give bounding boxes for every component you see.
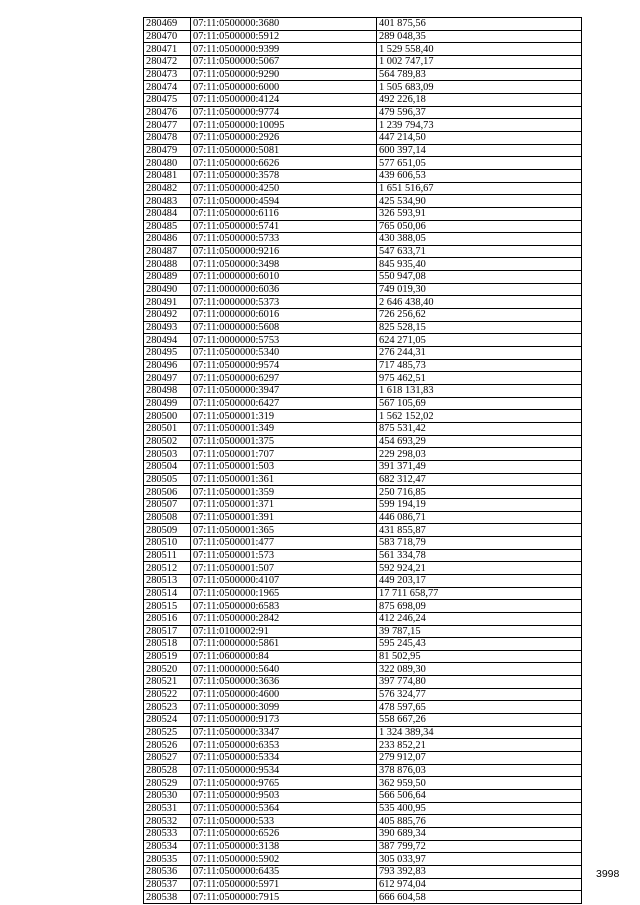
cadastral-number-cell: 07:11:0500001:365 — [191, 524, 377, 537]
cadastral-value-cell: 875 531,42 — [377, 423, 582, 436]
row-number-cell: 280477 — [144, 119, 191, 132]
row-number-cell: 280494 — [144, 334, 191, 347]
cadastral-value-cell: 446 086,71 — [377, 511, 582, 524]
cadastral-value-cell: 717 485,73 — [377, 359, 582, 372]
cadastral-number-cell: 07:11:0500001:477 — [191, 536, 377, 549]
table-row — [144, 423, 582, 436]
cadastral-value-cell: 1 505 683,09 — [377, 81, 582, 94]
cadastral-value-cell: 17 711 658,77 — [377, 587, 582, 600]
cadastral-number-cell: 07:11:0500000:2842 — [191, 612, 377, 625]
cadastral-number-cell: 07:11:0000000:6016 — [191, 309, 377, 322]
cadastral-value-cell: 1 529 558,40 — [377, 43, 582, 56]
cadastral-number-cell: 07:11:0500000:9534 — [191, 764, 377, 777]
table-row — [144, 397, 582, 410]
table-row — [144, 511, 582, 524]
cadastral-number-cell: 07:11:0500000:1965 — [191, 587, 377, 600]
row-number-cell: 280508 — [144, 511, 191, 524]
cadastral-number-cell: 07:11:0500000:9399 — [191, 43, 377, 56]
cadastral-number-cell: 07:11:0000000:6010 — [191, 271, 377, 284]
table-row — [144, 815, 582, 828]
row-number-cell: 280525 — [144, 726, 191, 739]
cadastral-value-cell: 547 633,71 — [377, 245, 582, 258]
cadastral-value-cell: 875 698,09 — [377, 600, 582, 613]
row-number-cell: 280471 — [144, 43, 191, 56]
table-row — [144, 334, 582, 347]
table-row — [144, 714, 582, 727]
row-number-cell: 280470 — [144, 30, 191, 43]
row-number-cell: 280483 — [144, 195, 191, 208]
table-row — [144, 18, 582, 31]
cadastral-number-cell: 07:11:0500000:6626 — [191, 157, 377, 170]
cadastral-number-cell: 07:11:0500000:6435 — [191, 865, 377, 878]
row-number-cell: 280502 — [144, 435, 191, 448]
cadastral-value-cell: 550 947,08 — [377, 271, 582, 284]
row-number-cell: 280497 — [144, 372, 191, 385]
cadastral-number-cell: 07:11:0500000:6297 — [191, 372, 377, 385]
row-number-cell: 280498 — [144, 385, 191, 398]
row-number-cell: 280526 — [144, 739, 191, 752]
row-number-cell: 280538 — [144, 891, 191, 904]
table-row — [144, 524, 582, 537]
cadastral-value-cell: 378 876,03 — [377, 764, 582, 777]
table-row — [144, 726, 582, 739]
cadastral-value-cell: 397 774,80 — [377, 676, 582, 689]
cadastral-value-cell: 1 618 131,83 — [377, 385, 582, 398]
row-number-cell: 280500 — [144, 410, 191, 423]
cadastral-value-cell: 1 562 152,02 — [377, 410, 582, 423]
cadastral-value-cell: 599 194,19 — [377, 498, 582, 511]
row-number-cell: 280535 — [144, 853, 191, 866]
cadastral-number-cell: 07:11:0000000:5608 — [191, 321, 377, 334]
cadastral-value-cell: 326 593,91 — [377, 207, 582, 220]
row-number-cell: 280515 — [144, 600, 191, 613]
table-row — [144, 30, 582, 43]
cadastral-number-cell: 07:11:0500000:9765 — [191, 777, 377, 790]
cadastral-value-cell: 624 271,05 — [377, 334, 582, 347]
cadastral-number-cell: 07:11:0500000:9503 — [191, 790, 377, 803]
table-row — [144, 283, 582, 296]
cadastral-number-cell: 07:11:0500000:3636 — [191, 676, 377, 689]
row-number-cell: 280518 — [144, 638, 191, 651]
cadastral-value-cell: 682 312,47 — [377, 473, 582, 486]
row-number-cell: 280480 — [144, 157, 191, 170]
table-row — [144, 372, 582, 385]
table-row — [144, 498, 582, 511]
table-row — [144, 347, 582, 360]
cadastral-value-cell: 577 651,05 — [377, 157, 582, 170]
table-row — [144, 245, 582, 258]
row-number-cell: 280474 — [144, 81, 191, 94]
cadastral-number-cell: 07:11:0500000:9774 — [191, 106, 377, 119]
cadastral-value-cell: 454 693,29 — [377, 435, 582, 448]
cadastral-value-cell: 975 462,51 — [377, 372, 582, 385]
cadastral-value-cell: 561 334,78 — [377, 549, 582, 562]
table-row — [144, 119, 582, 132]
row-number-cell: 280522 — [144, 688, 191, 701]
row-number-cell: 280485 — [144, 220, 191, 233]
row-number-cell: 280523 — [144, 701, 191, 714]
cadastral-value-cell: 558 667,26 — [377, 714, 582, 727]
row-number-cell: 280524 — [144, 714, 191, 727]
row-number-cell: 280514 — [144, 587, 191, 600]
cadastral-number-cell: 07:11:0500000:5902 — [191, 853, 377, 866]
table-row — [144, 81, 582, 94]
table-row — [144, 777, 582, 790]
table-row — [144, 486, 582, 499]
cadastral-number-cell: 07:11:0600000:84 — [191, 650, 377, 663]
cadastral-number-cell: 07:11:0500000:6583 — [191, 600, 377, 613]
cadastral-value-cell: 576 324,77 — [377, 688, 582, 701]
table-row — [144, 207, 582, 220]
table-row — [144, 688, 582, 701]
cadastral-number-cell: 07:11:0500000:4124 — [191, 93, 377, 106]
cadastral-value-cell: 439 606,53 — [377, 169, 582, 182]
table-row — [144, 676, 582, 689]
row-number-cell: 280472 — [144, 55, 191, 68]
cadastral-value-cell: 765 050,06 — [377, 220, 582, 233]
row-number-cell: 280469 — [144, 18, 191, 31]
table-row — [144, 309, 582, 322]
table-row — [144, 790, 582, 803]
row-number-cell: 280484 — [144, 207, 191, 220]
table-row — [144, 536, 582, 549]
table-row — [144, 144, 582, 157]
cadastral-number-cell: 07:11:0500000:4600 — [191, 688, 377, 701]
table-row — [144, 195, 582, 208]
row-number-cell: 280487 — [144, 245, 191, 258]
table-row — [144, 739, 582, 752]
table-row — [144, 840, 582, 853]
row-number-cell: 280475 — [144, 93, 191, 106]
cadastral-value-cell: 845 935,40 — [377, 258, 582, 271]
cadastral-value-cell: 279 912,07 — [377, 752, 582, 765]
row-number-cell: 280478 — [144, 131, 191, 144]
row-number-cell: 280481 — [144, 169, 191, 182]
table-row — [144, 233, 582, 246]
cadastral-value-cell: 412 246,24 — [377, 612, 582, 625]
table-row — [144, 93, 582, 106]
row-number-cell: 280501 — [144, 423, 191, 436]
table-row — [144, 258, 582, 271]
cadastral-number-cell: 07:11:0000000:5861 — [191, 638, 377, 651]
table-row — [144, 612, 582, 625]
table-row — [144, 865, 582, 878]
row-number-cell: 280527 — [144, 752, 191, 765]
row-number-cell: 280510 — [144, 536, 191, 549]
cadastral-value-cell: 478 597,65 — [377, 701, 582, 714]
cadastral-number-cell: 07:11:0000000:5640 — [191, 663, 377, 676]
cadastral-number-cell: 07:11:0500000:3347 — [191, 726, 377, 739]
cadastral-number-cell: 07:11:0500001:391 — [191, 511, 377, 524]
row-number-cell: 280482 — [144, 182, 191, 195]
cadastral-number-cell: 07:11:0500000:3138 — [191, 840, 377, 853]
cadastral-number-cell: 07:11:0500000:6353 — [191, 739, 377, 752]
cadastral-value-cell: 447 214,50 — [377, 131, 582, 144]
cadastral-value-cell: 81 502,95 — [377, 650, 582, 663]
cadastral-value-cell: 583 718,79 — [377, 536, 582, 549]
cadastral-value-cell: 405 885,76 — [377, 815, 582, 828]
cadastral-number-cell: 07:11:0500001:573 — [191, 549, 377, 562]
cadastral-number-cell: 07:11:0500001:319 — [191, 410, 377, 423]
cadastral-number-cell: 07:11:0500000:533 — [191, 815, 377, 828]
cadastral-number-cell: 07:11:0500000:5733 — [191, 233, 377, 246]
cadastral-number-cell: 07:11:0500001:707 — [191, 448, 377, 461]
cadastral-number-cell: 07:11:0500000:6000 — [191, 81, 377, 94]
cadastral-number-cell: 07:11:0500000:5081 — [191, 144, 377, 157]
cadastral-number-cell: 07:11:0500000:4250 — [191, 182, 377, 195]
table-row — [144, 68, 582, 81]
row-number-cell: 280507 — [144, 498, 191, 511]
cadastral-number-cell: 07:11:0500000:10095 — [191, 119, 377, 132]
cadastral-number-cell: 07:11:0500001:503 — [191, 460, 377, 473]
cadastral-number-cell: 07:11:0500000:6116 — [191, 207, 377, 220]
row-number-cell: 280536 — [144, 865, 191, 878]
row-number-cell: 280493 — [144, 321, 191, 334]
cadastral-number-cell: 07:11:0000000:5373 — [191, 296, 377, 309]
cadastral-value-cell: 425 534,90 — [377, 195, 582, 208]
cadastral-value-cell: 726 256,62 — [377, 309, 582, 322]
row-number-cell: 280520 — [144, 663, 191, 676]
cadastral-number-cell: 07:11:0500000:6427 — [191, 397, 377, 410]
cadastral-value-cell: 233 852,21 — [377, 739, 582, 752]
cadastral-number-cell: 07:11:0500000:9290 — [191, 68, 377, 81]
cadastral-number-cell: 07:11:0000000:6036 — [191, 283, 377, 296]
row-number-cell: 280479 — [144, 144, 191, 157]
table-row — [144, 55, 582, 68]
row-number-cell: 280537 — [144, 878, 191, 891]
row-number-cell: 280499 — [144, 397, 191, 410]
cadastral-number-cell: 07:11:0500001:349 — [191, 423, 377, 436]
cadastral-value-cell: 250 716,85 — [377, 486, 582, 499]
row-number-cell: 280530 — [144, 790, 191, 803]
table-row — [144, 182, 582, 195]
table-row — [144, 701, 582, 714]
cadastral-value-cell: 666 604,58 — [377, 891, 582, 904]
cadastral-value-cell: 362 959,50 — [377, 777, 582, 790]
table-row — [144, 43, 582, 56]
row-number-cell: 280505 — [144, 473, 191, 486]
row-number-cell: 280519 — [144, 650, 191, 663]
cadastral-number-cell: 07:11:0500000:5912 — [191, 30, 377, 43]
table-row — [144, 638, 582, 651]
row-number-cell: 280509 — [144, 524, 191, 537]
cadastral-value-cell: 749 019,30 — [377, 283, 582, 296]
table-row — [144, 600, 582, 613]
cadastral-number-cell: 07:11:0500000:5340 — [191, 347, 377, 360]
table-row — [144, 385, 582, 398]
cadastral-number-cell: 07:11:0500000:5971 — [191, 878, 377, 891]
table-row — [144, 562, 582, 575]
table-row — [144, 587, 582, 600]
table-row — [144, 891, 582, 904]
cadastral-value-cell: 305 033,97 — [377, 853, 582, 866]
row-number-cell: 280531 — [144, 802, 191, 815]
row-number-cell: 280511 — [144, 549, 191, 562]
cadastral-number-cell: 07:11:0500000:3947 — [191, 385, 377, 398]
table-row — [144, 131, 582, 144]
cadastral-value-cell: 322 089,30 — [377, 663, 582, 676]
cadastral-value-cell: 431 855,87 — [377, 524, 582, 537]
cadastral-number-cell: 07:11:0500000:5067 — [191, 55, 377, 68]
cadastral-number-cell: 07:11:0500000:3578 — [191, 169, 377, 182]
cadastral-value-cell: 1 324 389,34 — [377, 726, 582, 739]
row-number-cell: 280529 — [144, 777, 191, 790]
cadastral-number-cell: 07:11:0500000:5741 — [191, 220, 377, 233]
row-number-cell: 280496 — [144, 359, 191, 372]
cadastral-number-cell: 07:11:0100002:91 — [191, 625, 377, 638]
table-row — [144, 752, 582, 765]
cadastral-number-cell: 07:11:0500000:9173 — [191, 714, 377, 727]
table-row — [144, 321, 582, 334]
cadastral-value-cell: 1 651 516,67 — [377, 182, 582, 195]
row-number-cell: 280512 — [144, 562, 191, 575]
table-row — [144, 802, 582, 815]
row-number-cell: 280503 — [144, 448, 191, 461]
row-number-cell: 280492 — [144, 309, 191, 322]
cadastral-value-cell: 401 875,56 — [377, 18, 582, 31]
row-number-cell: 280489 — [144, 271, 191, 284]
table-row — [144, 574, 582, 587]
cadastral-value-cell: 492 226,18 — [377, 93, 582, 106]
cadastral-number-cell: 07:11:0500000:9574 — [191, 359, 377, 372]
table-row — [144, 663, 582, 676]
page-number: 3998 — [596, 868, 620, 880]
row-number-cell: 280513 — [144, 574, 191, 587]
row-number-cell: 280534 — [144, 840, 191, 853]
cadastral-value-cell: 387 799,72 — [377, 840, 582, 853]
table-row — [144, 878, 582, 891]
row-number-cell: 280476 — [144, 106, 191, 119]
row-number-cell: 280506 — [144, 486, 191, 499]
cadastral-value-cell: 39 787,15 — [377, 625, 582, 638]
cadastral-value-cell: 449 203,17 — [377, 574, 582, 587]
row-number-cell: 280517 — [144, 625, 191, 638]
row-number-cell: 280495 — [144, 347, 191, 360]
row-number-cell: 280504 — [144, 460, 191, 473]
table-row — [144, 435, 582, 448]
cadastral-value-cell: 391 371,49 — [377, 460, 582, 473]
cadastral-number-cell: 07:11:0500000:3099 — [191, 701, 377, 714]
cadastral-value-cell: 564 789,83 — [377, 68, 582, 81]
cadastral-value-cell: 289 048,35 — [377, 30, 582, 43]
row-number-cell: 280488 — [144, 258, 191, 271]
row-number-cell: 280490 — [144, 283, 191, 296]
row-number-cell: 280516 — [144, 612, 191, 625]
cadastral-value-cell: 276 244,31 — [377, 347, 582, 360]
cadastral-number-cell: 07:11:0500000:3498 — [191, 258, 377, 271]
cadastral-value-cell: 592 924,21 — [377, 562, 582, 575]
cadastral-number-cell: 07:11:0500000:6526 — [191, 828, 377, 841]
cadastral-number-cell: 07:11:0000000:5753 — [191, 334, 377, 347]
cadastral-value-cell: 600 397,14 — [377, 144, 582, 157]
cadastral-value-cell: 793 392,83 — [377, 865, 582, 878]
table-row — [144, 625, 582, 638]
table-row — [144, 220, 582, 233]
cadastral-value-cell: 1 239 794,73 — [377, 119, 582, 132]
cadastral-value-cell: 430 388,05 — [377, 233, 582, 246]
cadastral-value-cell: 1 002 747,17 — [377, 55, 582, 68]
cadastral-number-cell: 07:11:0500000:4594 — [191, 195, 377, 208]
table-row — [144, 157, 582, 170]
table-row — [144, 828, 582, 841]
row-number-cell: 280521 — [144, 676, 191, 689]
cadastral-value-cell: 825 528,15 — [377, 321, 582, 334]
cadastral-value-cell: 229 298,03 — [377, 448, 582, 461]
table-row — [144, 549, 582, 562]
cadastral-value-table — [143, 17, 582, 904]
cadastral-number-cell: 07:11:0500000:3680 — [191, 18, 377, 31]
cadastral-value-cell: 2 646 438,40 — [377, 296, 582, 309]
row-number-cell: 280533 — [144, 828, 191, 841]
table-row — [144, 106, 582, 119]
row-number-cell: 280491 — [144, 296, 191, 309]
cadastral-value-cell: 567 105,69 — [377, 397, 582, 410]
table-row — [144, 460, 582, 473]
row-number-cell: 280473 — [144, 68, 191, 81]
table-row — [144, 853, 582, 866]
cadastral-number-cell: 07:11:0500000:5364 — [191, 802, 377, 815]
cadastral-value-cell: 595 245,43 — [377, 638, 582, 651]
cadastral-number-cell: 07:11:0500001:361 — [191, 473, 377, 486]
cadastral-value-cell: 566 506,64 — [377, 790, 582, 803]
table-body — [144, 18, 582, 904]
table-row — [144, 271, 582, 284]
cadastral-number-cell: 07:11:0500001:375 — [191, 435, 377, 448]
table-row — [144, 473, 582, 486]
cadastral-number-cell: 07:11:0500000:4107 — [191, 574, 377, 587]
table-row — [144, 410, 582, 423]
cadastral-value-cell: 390 689,34 — [377, 828, 582, 841]
table-row — [144, 650, 582, 663]
row-number-cell: 280532 — [144, 815, 191, 828]
cadastral-number-cell: 07:11:0500001:507 — [191, 562, 377, 575]
cadastral-number-cell: 07:11:0500000:7915 — [191, 891, 377, 904]
cadastral-number-cell: 07:11:0500001:359 — [191, 486, 377, 499]
row-number-cell: 280528 — [144, 764, 191, 777]
table-row — [144, 359, 582, 372]
table-row — [144, 448, 582, 461]
table-row — [144, 169, 582, 182]
cadastral-value-cell: 479 596,37 — [377, 106, 582, 119]
cadastral-number-cell: 07:11:0500001:371 — [191, 498, 377, 511]
cadastral-number-cell: 07:11:0500000:2926 — [191, 131, 377, 144]
table-row — [144, 296, 582, 309]
cadastral-value-cell: 612 974,04 — [377, 878, 582, 891]
cadastral-value-cell: 535 400,95 — [377, 802, 582, 815]
cadastral-number-cell: 07:11:0500000:9216 — [191, 245, 377, 258]
table-row — [144, 764, 582, 777]
cadastral-number-cell: 07:11:0500000:5334 — [191, 752, 377, 765]
row-number-cell: 280486 — [144, 233, 191, 246]
